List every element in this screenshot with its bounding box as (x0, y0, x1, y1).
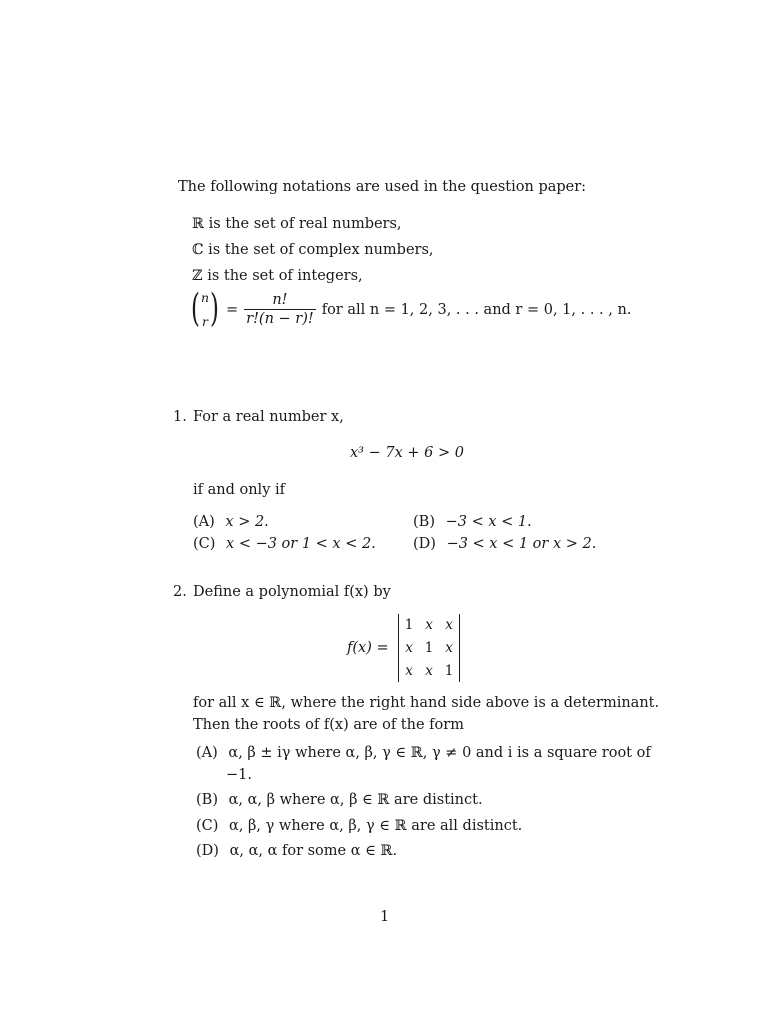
option-label: (A) (196, 745, 218, 761)
q2-lhs: f(x) = (347, 640, 389, 656)
det-cell: x (405, 639, 413, 656)
option-text: α, α, β where α, β ∈ ℝ are distinct. (228, 792, 483, 808)
q2-line2: Then the roots of f(x) are of the form (193, 717, 464, 733)
option-text: −3 < x < 1 or x > 2. (446, 536, 597, 552)
binom-equals: = (226, 302, 239, 318)
q1-option-b (413, 514, 532, 530)
page-number: 1 (380, 909, 390, 925)
binom-fraction (244, 292, 316, 328)
option-label: (D) (413, 536, 436, 552)
det-cell: x (445, 617, 453, 634)
q2-option-a-continuation: −1. (226, 767, 252, 783)
option-label: (A) (193, 514, 215, 530)
fraction-denominator: r!(n − r)! (246, 311, 314, 327)
det-cell: x (445, 639, 453, 656)
q2-option-b (196, 792, 483, 808)
option-label: (C) (196, 818, 219, 834)
option-text: −3 < x < 1. (445, 514, 532, 530)
option-text: α, β ± iγ where α, β, γ ∈ ℝ, γ ≠ 0 and i is a square root of (228, 745, 651, 761)
q1-condition: if and only if (193, 482, 285, 498)
q1-stem: For a real number x, (193, 409, 344, 425)
det-cell: x (425, 617, 433, 634)
det-cell: x (405, 662, 413, 679)
q1-number: 1. (173, 409, 187, 425)
q1-option-c (193, 536, 376, 552)
det-cell: x (425, 662, 433, 679)
binomial-definition (190, 286, 632, 331)
q2-option-a (196, 745, 651, 761)
det-cell: 1 (404, 617, 414, 634)
option-label: (D) (196, 843, 219, 859)
option-text: x > 2. (225, 514, 269, 530)
notation-integers: ℤ is the set of integers, (192, 268, 363, 284)
option-label: (B) (196, 792, 218, 808)
binom-bottom: r (202, 314, 208, 329)
fraction-numerator: n! (272, 292, 288, 308)
q2-number: 2. (173, 584, 187, 600)
det-cell: 1 (424, 639, 434, 656)
q2-line1: for all x ∈ ℝ, where the right hand side above is a determinant. (193, 695, 660, 711)
notation-intro: The following notations are used in the question paper: (178, 179, 587, 195)
option-text: x < −3 or 1 < x < 2. (226, 536, 376, 552)
q1-equation: x³ − 7x + 6 > 0 (350, 445, 464, 461)
binom-domain: for all n = 1, 2, 3, . . . and r = 0, 1, . . . , n. (321, 302, 632, 318)
binom-top: n (200, 290, 210, 305)
notation-complex: ℂ is the set of complex numbers, (192, 242, 434, 258)
q1-option-d (413, 536, 596, 552)
option-text: α, α, α for some α ∈ ℝ. (229, 843, 398, 859)
option-text: α, β, γ where α, β, γ ∈ ℝ are all distinct. (229, 818, 523, 834)
option-label: (C) (193, 536, 216, 552)
q2-stem: Define a polynomial f(x) by (193, 584, 391, 600)
binomial-coefficient: ( n r ) (190, 286, 220, 330)
notation-reals: ℝ is the set of real numbers, (192, 216, 402, 232)
determinant (398, 614, 460, 682)
q1-option-a (193, 514, 269, 530)
q2-option-c (196, 818, 522, 834)
det-cell: 1 (444, 662, 454, 679)
option-label: (B) (413, 514, 435, 530)
q2-option-d (196, 843, 397, 859)
